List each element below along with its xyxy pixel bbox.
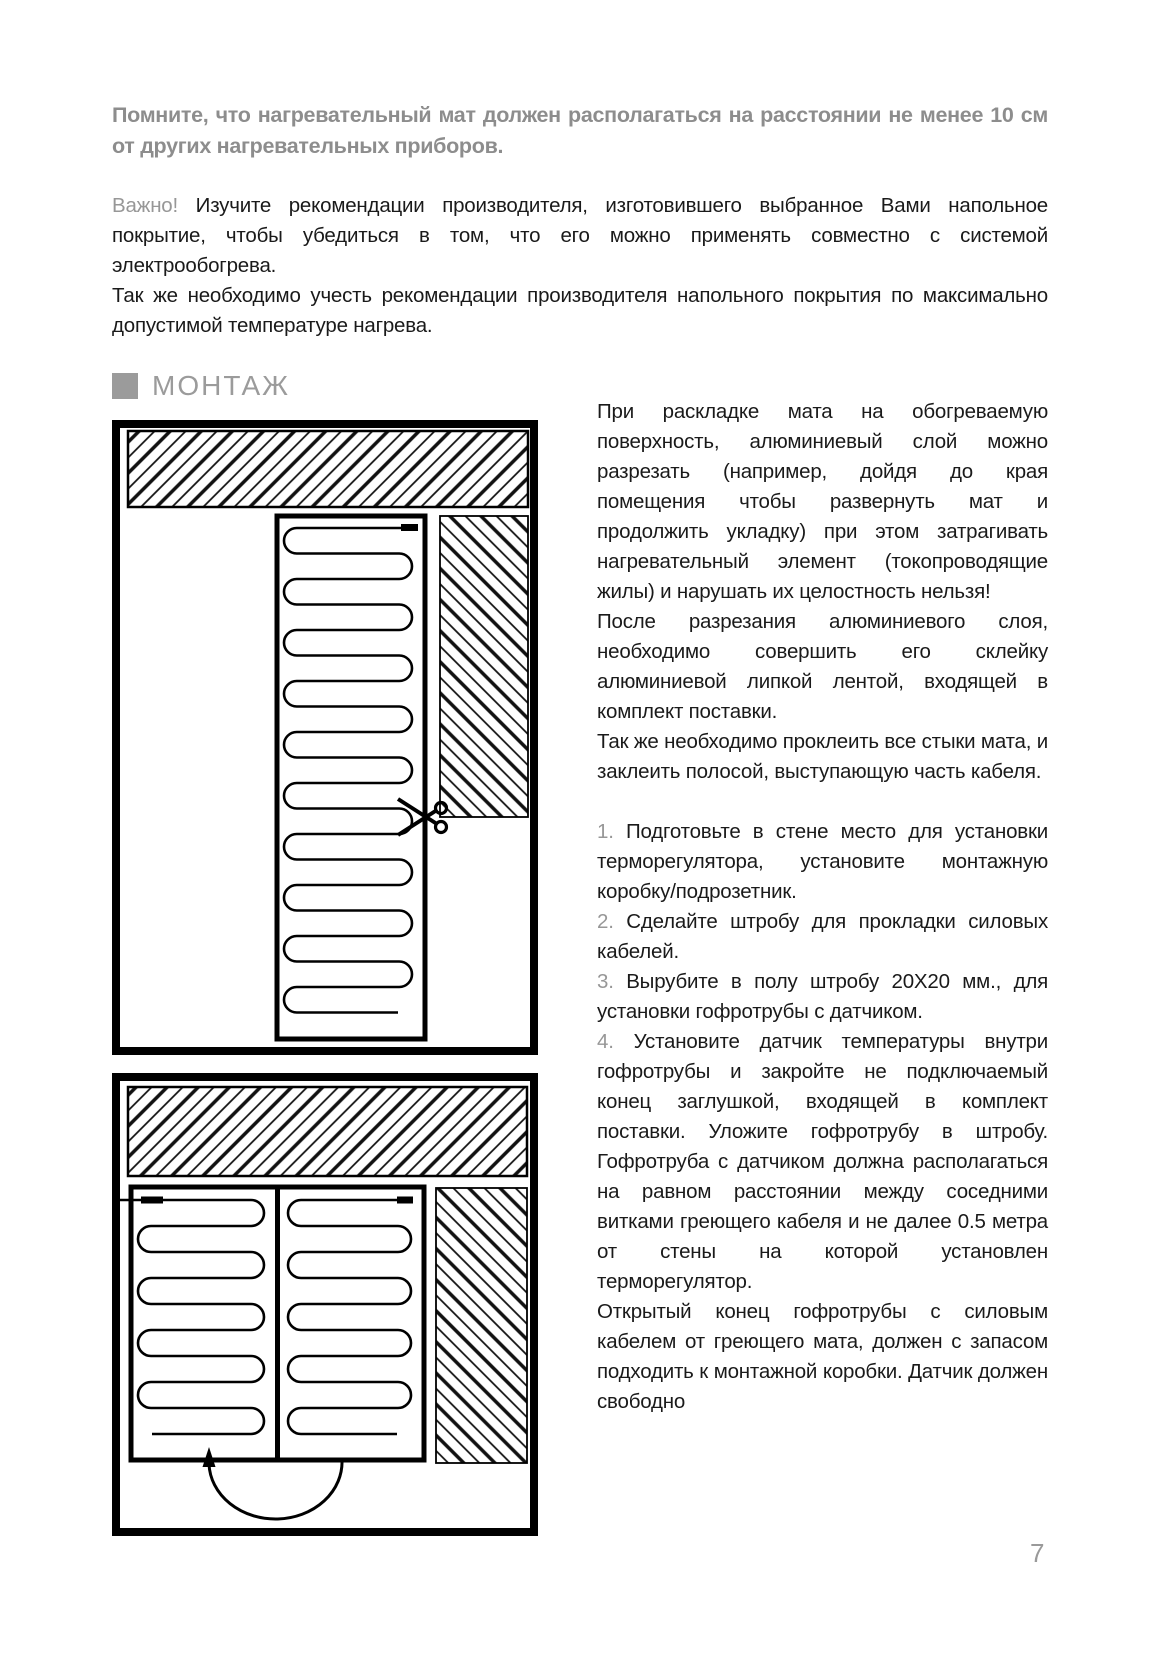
paragraph-conduit-end: Открытый конец гофротрубы с силовым кабелем от греющего мата, должен с запасом подходить к монтажной коробки. Датчик должен свободно — [597, 1300, 1048, 1413]
step-1-number: 1. — [597, 820, 614, 843]
section-bullet-square — [112, 373, 138, 399]
cable-end-mark-right — [397, 1197, 413, 1204]
step-2 — [597, 907, 1048, 967]
paragraph-cutting: При раскладке мата на обогреваемую поверхность, алюминиевый слой можно разрезать (например, дойдя до края помещения чтобы развернуть мат и продолжить укладку) при этом затрагивать нагревательный элемент (токопроводящие жилы) и нарушать их целостность нельзя! — [597, 400, 1048, 603]
section-header — [112, 370, 290, 402]
step-4 — [597, 1027, 1048, 1297]
important-text: Изучите рекомендации производителя, изготовившего выбранное Вами напольное покрытие, чтобы убедиться в том, что его можно применять совместно с системой электрообогрева. — [112, 194, 1048, 277]
page-number: 7 — [1030, 1538, 1045, 1568]
step-4-number: 4. — [597, 1030, 614, 1053]
important-block — [112, 191, 1048, 341]
wall-hatch-top — [128, 431, 528, 507]
wall-hatch-top — [128, 1087, 527, 1176]
warning-paragraph: Помните, что нагревательный мат должен располагаться на расстоянии не менее 10 см от других нагревательных приборов. — [112, 103, 1048, 158]
step-3-number: 3. — [597, 970, 614, 993]
cable-end-mark-left — [141, 1197, 163, 1204]
important-paragraph-2: Так же необходимо учесть рекомендации производителя напольного покрытия по максимально допустимой температуре нагрева. — [112, 284, 1048, 337]
aluminium-layer-hatch — [440, 516, 528, 817]
paragraph-taping: После разрезания алюминиевого слоя, необходимо совершить его склейку алюминиевой липкой лентой, входящей в комплект поставки. — [597, 610, 1048, 723]
instructions-column — [597, 397, 1048, 1417]
step-2-number: 2. — [597, 910, 614, 933]
paragraph-seams: Так же необходимо проклеить все стыки мата, и заклеить полосой, выступающую часть кабеля. — [597, 730, 1048, 783]
step-1 — [597, 817, 1048, 907]
step-4-text: Установите датчик температуры внутри гофротрубы и закройте не подключаемый конец заглушкой, входящей в комплект поставки. Уложите гофротрубу в штробу. Гофротруба с датчиком должна располагаться на равном расстоянии между соседними витками греющего кабеля и не далее 0.5 метра от стены на которой установлен терморегулятор. — [597, 1030, 1048, 1293]
cable-end-mark — [401, 524, 418, 531]
section-title: МОНТАЖ — [152, 370, 291, 401]
step-3 — [597, 967, 1048, 1027]
step-3-text: Вырубите в полу штробу 20Х20 мм., для установки гофротрубы с датчиком. — [597, 970, 1048, 1023]
important-label: Важно! — [112, 194, 179, 217]
diagram-mat-cutting — [112, 420, 538, 1055]
aluminium-layer-hatch — [436, 1188, 527, 1463]
diagram-mat-layout — [112, 1073, 538, 1536]
step-2-text: Сделайте штробу для прокладки силовых кабелей. — [597, 910, 1048, 963]
step-1-text: Подготовьте в стене место для установки терморегулятора, установите монтажную коробку/подрозетник. — [597, 820, 1048, 903]
important-paragraph — [112, 191, 1048, 281]
